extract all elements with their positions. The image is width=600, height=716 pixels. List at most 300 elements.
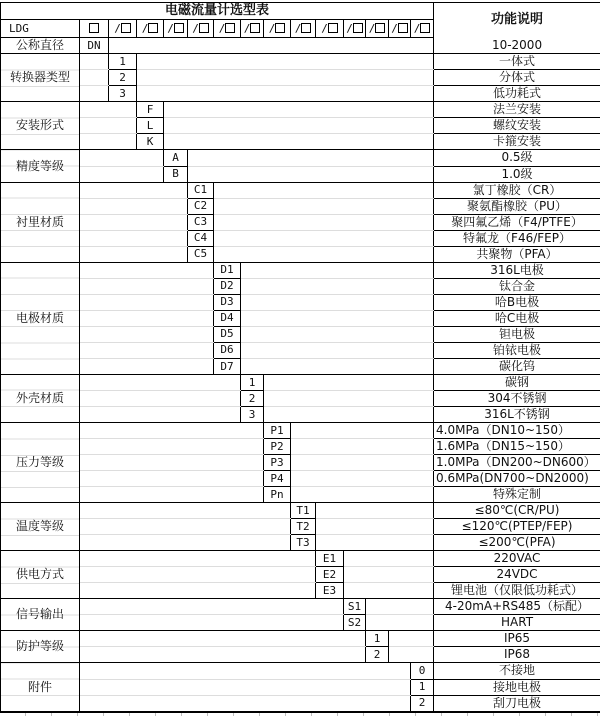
empty-cell bbox=[109, 326, 137, 342]
option-description: 1.0级 bbox=[434, 166, 600, 182]
empty-cell bbox=[389, 102, 411, 118]
empty-cell bbox=[80, 198, 109, 214]
empty-cell bbox=[137, 342, 164, 358]
option-row bbox=[1, 567, 600, 583]
empty-cell bbox=[344, 406, 366, 422]
empty-cell bbox=[188, 390, 214, 406]
empty-cell bbox=[344, 230, 366, 246]
empty-cell bbox=[214, 374, 241, 390]
empty-cell bbox=[188, 695, 214, 712]
empty-cell bbox=[164, 535, 188, 551]
empty-cell bbox=[366, 615, 389, 631]
table-title: 电磁流量计选型表 bbox=[1, 3, 434, 20]
option-description: 0.6MPa(DN700~DN2000) bbox=[434, 471, 600, 487]
option-row bbox=[1, 150, 600, 166]
option-code: 1 bbox=[411, 679, 434, 695]
empty-cell bbox=[214, 679, 241, 695]
empty-cell bbox=[366, 230, 389, 246]
category-label: 安装形式 bbox=[1, 102, 80, 150]
code-placeholder-slash-box: / bbox=[264, 20, 291, 38]
option-code: D6 bbox=[214, 342, 241, 358]
empty-cell bbox=[291, 38, 316, 54]
empty-cell bbox=[344, 647, 366, 663]
square-box-icon bbox=[301, 23, 311, 33]
empty-cell bbox=[389, 278, 411, 294]
empty-cell bbox=[214, 631, 241, 647]
empty-cell bbox=[241, 310, 264, 326]
empty-cell bbox=[137, 503, 164, 519]
empty-cell bbox=[264, 567, 291, 583]
empty-cell bbox=[389, 86, 411, 102]
option-code: 3 bbox=[241, 406, 264, 422]
empty-cell bbox=[109, 214, 137, 230]
empty-cell bbox=[264, 679, 291, 695]
empty-cell bbox=[366, 134, 389, 150]
empty-cell bbox=[366, 326, 389, 342]
option-description: 24VDC bbox=[434, 567, 600, 583]
category-label: 附件 bbox=[1, 663, 80, 712]
empty-cell bbox=[389, 455, 411, 471]
empty-cell bbox=[316, 519, 344, 535]
empty-cell bbox=[137, 38, 164, 54]
empty-cell bbox=[316, 342, 344, 358]
empty-cell bbox=[214, 54, 241, 70]
option-description: 特殊定制 bbox=[434, 487, 600, 503]
empty-cell bbox=[291, 406, 316, 422]
empty-cell bbox=[291, 326, 316, 342]
square-box-icon bbox=[420, 23, 430, 33]
option-description: 接地电极 bbox=[434, 679, 600, 695]
empty-cell bbox=[366, 310, 389, 326]
option-description: 10-2000 bbox=[434, 38, 600, 54]
empty-cell bbox=[241, 599, 264, 615]
empty-cell bbox=[316, 150, 344, 166]
empty-cell bbox=[316, 487, 344, 503]
empty-cell bbox=[264, 262, 291, 278]
option-row bbox=[1, 310, 600, 326]
option-row bbox=[1, 198, 600, 214]
option-code: 2 bbox=[109, 70, 137, 86]
square-box-icon bbox=[398, 23, 408, 33]
empty-cell bbox=[80, 102, 109, 118]
empty-cell bbox=[411, 70, 434, 86]
option-description: 螺纹安装 bbox=[434, 118, 600, 134]
empty-cell bbox=[164, 102, 188, 118]
empty-cell bbox=[316, 198, 344, 214]
empty-cell bbox=[389, 439, 411, 455]
empty-cell bbox=[389, 230, 411, 246]
option-code: K bbox=[137, 134, 164, 150]
empty-cell bbox=[241, 294, 264, 310]
option-code: C5 bbox=[188, 246, 214, 262]
option-code: 2 bbox=[411, 695, 434, 712]
empty-cell bbox=[344, 583, 366, 599]
empty-cell bbox=[411, 615, 434, 631]
empty-cell bbox=[344, 118, 366, 134]
empty-cell bbox=[164, 310, 188, 326]
empty-cell bbox=[411, 551, 434, 567]
empty-cell bbox=[214, 406, 241, 422]
empty-cell bbox=[411, 471, 434, 487]
empty-cell bbox=[137, 310, 164, 326]
empty-cell bbox=[411, 230, 434, 246]
empty-cell bbox=[316, 294, 344, 310]
empty-cell bbox=[389, 294, 411, 310]
empty-cell bbox=[316, 166, 344, 182]
empty-cell bbox=[291, 310, 316, 326]
empty-cell bbox=[344, 198, 366, 214]
empty-cell bbox=[366, 679, 389, 695]
option-description: 304不锈钢 bbox=[434, 390, 600, 406]
empty-cell bbox=[137, 423, 164, 439]
empty-cell bbox=[389, 310, 411, 326]
empty-cell bbox=[80, 599, 109, 615]
option-code: E2 bbox=[316, 567, 344, 583]
empty-cell bbox=[411, 583, 434, 599]
empty-cell bbox=[411, 342, 434, 358]
empty-cell bbox=[164, 519, 188, 535]
empty-cell bbox=[291, 551, 316, 567]
empty-cell bbox=[291, 679, 316, 695]
empty-cell bbox=[188, 567, 214, 583]
empty-cell bbox=[389, 118, 411, 134]
empty-cell bbox=[80, 535, 109, 551]
empty-cell bbox=[366, 118, 389, 134]
empty-cell bbox=[188, 406, 214, 422]
option-description: ≤80℃(CR/PU) bbox=[434, 503, 600, 519]
empty-cell bbox=[264, 599, 291, 615]
empty-cell bbox=[164, 246, 188, 262]
option-row bbox=[1, 54, 600, 70]
empty-cell bbox=[316, 647, 344, 663]
empty-cell bbox=[241, 102, 264, 118]
empty-cell bbox=[264, 214, 291, 230]
option-row bbox=[1, 38, 600, 54]
option-row bbox=[1, 102, 600, 118]
option-row bbox=[1, 455, 600, 471]
empty-cell bbox=[188, 262, 214, 278]
empty-cell bbox=[366, 663, 389, 679]
empty-cell bbox=[80, 86, 109, 102]
empty-cell bbox=[188, 647, 214, 663]
model-prefix: LDG bbox=[1, 20, 80, 38]
empty-cell bbox=[264, 358, 291, 374]
empty-cell bbox=[241, 663, 264, 679]
empty-cell bbox=[188, 358, 214, 374]
empty-cell bbox=[137, 54, 164, 70]
empty-cell bbox=[411, 150, 434, 166]
empty-cell bbox=[137, 198, 164, 214]
empty-cell bbox=[109, 615, 137, 631]
empty-cell bbox=[291, 615, 316, 631]
empty-cell bbox=[389, 374, 411, 390]
empty-cell bbox=[214, 439, 241, 455]
empty-cell bbox=[291, 150, 316, 166]
empty-cell bbox=[188, 663, 214, 679]
empty-cell bbox=[80, 423, 109, 439]
empty-cell bbox=[80, 615, 109, 631]
empty-cell bbox=[389, 695, 411, 712]
empty-cell bbox=[389, 358, 411, 374]
code-placeholder-slash-box: / bbox=[109, 20, 137, 38]
empty-cell bbox=[366, 567, 389, 583]
empty-cell bbox=[264, 631, 291, 647]
empty-cell bbox=[80, 374, 109, 390]
option-description: 316L电极 bbox=[434, 262, 600, 278]
option-row bbox=[1, 358, 600, 374]
empty-cell bbox=[316, 423, 344, 439]
empty-cell bbox=[241, 54, 264, 70]
empty-cell bbox=[241, 134, 264, 150]
empty-cell bbox=[344, 38, 366, 54]
empty-cell bbox=[241, 150, 264, 166]
empty-cell bbox=[316, 182, 344, 198]
empty-cell bbox=[366, 278, 389, 294]
empty-cell bbox=[214, 70, 241, 86]
empty-cell bbox=[411, 134, 434, 150]
code-placeholder-slash-box: / bbox=[241, 20, 264, 38]
empty-cell bbox=[389, 182, 411, 198]
empty-cell bbox=[241, 182, 264, 198]
empty-cell bbox=[389, 567, 411, 583]
empty-cell bbox=[164, 567, 188, 583]
empty-cell bbox=[411, 374, 434, 390]
empty-cell bbox=[366, 358, 389, 374]
empty-cell bbox=[214, 647, 241, 663]
empty-cell bbox=[366, 551, 389, 567]
option-row bbox=[1, 230, 600, 246]
empty-cell bbox=[137, 535, 164, 551]
empty-cell bbox=[241, 230, 264, 246]
empty-cell bbox=[264, 583, 291, 599]
empty-cell bbox=[344, 663, 366, 679]
code-placeholder-slash-box: / bbox=[316, 20, 344, 38]
empty-cell bbox=[214, 102, 241, 118]
empty-cell bbox=[316, 214, 344, 230]
empty-cell bbox=[291, 487, 316, 503]
empty-cell bbox=[188, 102, 214, 118]
empty-cell bbox=[366, 439, 389, 455]
category-label: 温度等级 bbox=[1, 503, 80, 551]
empty-cell bbox=[291, 390, 316, 406]
empty-cell bbox=[344, 262, 366, 278]
empty-cell bbox=[411, 182, 434, 198]
option-description: 共聚物（PFA） bbox=[434, 246, 600, 262]
empty-cell bbox=[316, 358, 344, 374]
option-code: Pn bbox=[264, 487, 291, 503]
empty-cell bbox=[316, 535, 344, 551]
empty-cell bbox=[411, 198, 434, 214]
option-description: 低功耗式 bbox=[434, 86, 600, 102]
option-row bbox=[1, 615, 600, 631]
option-row bbox=[1, 166, 600, 182]
empty-cell bbox=[109, 631, 137, 647]
empty-cell bbox=[80, 390, 109, 406]
empty-cell bbox=[80, 567, 109, 583]
option-code: D5 bbox=[214, 326, 241, 342]
empty-cell bbox=[109, 230, 137, 246]
empty-cell bbox=[137, 615, 164, 631]
empty-cell bbox=[366, 471, 389, 487]
empty-cell bbox=[344, 278, 366, 294]
code-placeholder-slash-box: / bbox=[164, 20, 188, 38]
empty-cell bbox=[291, 455, 316, 471]
empty-cell bbox=[264, 150, 291, 166]
empty-cell bbox=[109, 310, 137, 326]
empty-cell bbox=[241, 86, 264, 102]
empty-cell bbox=[344, 86, 366, 102]
empty-cell bbox=[316, 38, 344, 54]
empty-cell bbox=[109, 294, 137, 310]
empty-cell bbox=[80, 118, 109, 134]
option-row bbox=[1, 551, 600, 567]
option-row bbox=[1, 631, 600, 647]
empty-cell bbox=[109, 182, 137, 198]
option-row bbox=[1, 118, 600, 134]
empty-cell bbox=[389, 535, 411, 551]
empty-cell bbox=[109, 374, 137, 390]
option-row bbox=[1, 439, 600, 455]
empty-cell bbox=[109, 679, 137, 695]
empty-cell bbox=[411, 214, 434, 230]
empty-cell bbox=[188, 134, 214, 150]
empty-cell bbox=[291, 86, 316, 102]
empty-cell bbox=[109, 150, 137, 166]
empty-cell bbox=[109, 423, 137, 439]
empty-cell bbox=[241, 535, 264, 551]
empty-cell bbox=[188, 70, 214, 86]
empty-cell bbox=[366, 38, 389, 54]
empty-cell bbox=[214, 599, 241, 615]
option-code: C4 bbox=[188, 230, 214, 246]
empty-cell bbox=[80, 294, 109, 310]
empty-cell bbox=[389, 679, 411, 695]
option-code: P2 bbox=[264, 439, 291, 455]
empty-cell bbox=[291, 695, 316, 712]
empty-cell bbox=[389, 134, 411, 150]
empty-cell bbox=[291, 647, 316, 663]
empty-cell bbox=[214, 551, 241, 567]
empty-cell bbox=[264, 230, 291, 246]
option-row bbox=[1, 679, 600, 695]
empty-cell bbox=[137, 86, 164, 102]
empty-cell bbox=[137, 358, 164, 374]
empty-cell bbox=[291, 134, 316, 150]
empty-cell bbox=[264, 166, 291, 182]
empty-cell bbox=[316, 326, 344, 342]
empty-cell bbox=[316, 455, 344, 471]
empty-cell bbox=[109, 503, 137, 519]
empty-cell bbox=[241, 471, 264, 487]
empty-cell bbox=[164, 583, 188, 599]
empty-cell bbox=[109, 455, 137, 471]
empty-cell bbox=[214, 615, 241, 631]
empty-cell bbox=[344, 214, 366, 230]
empty-cell bbox=[214, 390, 241, 406]
empty-cell bbox=[264, 294, 291, 310]
option-code: T3 bbox=[291, 535, 316, 551]
empty-cell bbox=[241, 583, 264, 599]
square-box-icon bbox=[148, 23, 158, 33]
empty-cell bbox=[264, 246, 291, 262]
empty-cell bbox=[137, 166, 164, 182]
empty-cell bbox=[137, 583, 164, 599]
empty-cell bbox=[188, 631, 214, 647]
empty-cell bbox=[137, 455, 164, 471]
empty-cell bbox=[316, 70, 344, 86]
empty-cell bbox=[344, 70, 366, 86]
title-row bbox=[1, 3, 600, 20]
option-code: 1 bbox=[109, 54, 137, 70]
empty-cell bbox=[366, 54, 389, 70]
option-description: 聚氨酯橡胶（PU） bbox=[434, 198, 600, 214]
empty-cell bbox=[188, 326, 214, 342]
square-box-icon bbox=[353, 23, 363, 33]
empty-cell bbox=[164, 358, 188, 374]
empty-cell bbox=[316, 439, 344, 455]
option-description: ≤120℃(PTEP/FEP) bbox=[434, 519, 600, 535]
empty-cell bbox=[316, 631, 344, 647]
option-row bbox=[1, 182, 600, 198]
empty-cell bbox=[137, 262, 164, 278]
empty-cell bbox=[389, 214, 411, 230]
empty-cell bbox=[109, 390, 137, 406]
empty-cell bbox=[214, 150, 241, 166]
empty-cell bbox=[264, 551, 291, 567]
empty-cell bbox=[264, 54, 291, 70]
empty-cell bbox=[291, 118, 316, 134]
empty-cell bbox=[137, 214, 164, 230]
empty-cell bbox=[164, 663, 188, 679]
option-row bbox=[1, 374, 600, 390]
empty-cell bbox=[344, 631, 366, 647]
empty-cell bbox=[316, 102, 344, 118]
empty-cell bbox=[80, 631, 109, 647]
empty-cell bbox=[80, 663, 109, 679]
option-description: 法兰安装 bbox=[434, 102, 600, 118]
empty-cell bbox=[214, 471, 241, 487]
option-code: T1 bbox=[291, 503, 316, 519]
empty-cell bbox=[291, 631, 316, 647]
empty-cell bbox=[291, 583, 316, 599]
square-box-icon bbox=[89, 23, 99, 33]
empty-cell bbox=[137, 278, 164, 294]
empty-cell bbox=[188, 38, 214, 54]
empty-cell bbox=[411, 406, 434, 422]
empty-cell bbox=[214, 38, 241, 54]
empty-cell bbox=[366, 583, 389, 599]
option-code: T2 bbox=[291, 519, 316, 535]
empty-cell bbox=[389, 503, 411, 519]
empty-cell bbox=[214, 214, 241, 230]
empty-cell bbox=[137, 647, 164, 663]
option-description: 哈C电极 bbox=[434, 310, 600, 326]
option-code: D4 bbox=[214, 310, 241, 326]
option-row bbox=[1, 487, 600, 503]
option-code: P1 bbox=[264, 423, 291, 439]
empty-cell bbox=[214, 134, 241, 150]
empty-cell bbox=[137, 487, 164, 503]
empty-cell bbox=[366, 86, 389, 102]
empty-cell bbox=[291, 439, 316, 455]
empty-cell bbox=[164, 503, 188, 519]
empty-cell bbox=[344, 310, 366, 326]
empty-cell bbox=[188, 118, 214, 134]
empty-cell bbox=[264, 326, 291, 342]
option-description: 氯丁橡胶（CR） bbox=[434, 182, 600, 198]
empty-cell bbox=[188, 455, 214, 471]
empty-cell bbox=[344, 471, 366, 487]
